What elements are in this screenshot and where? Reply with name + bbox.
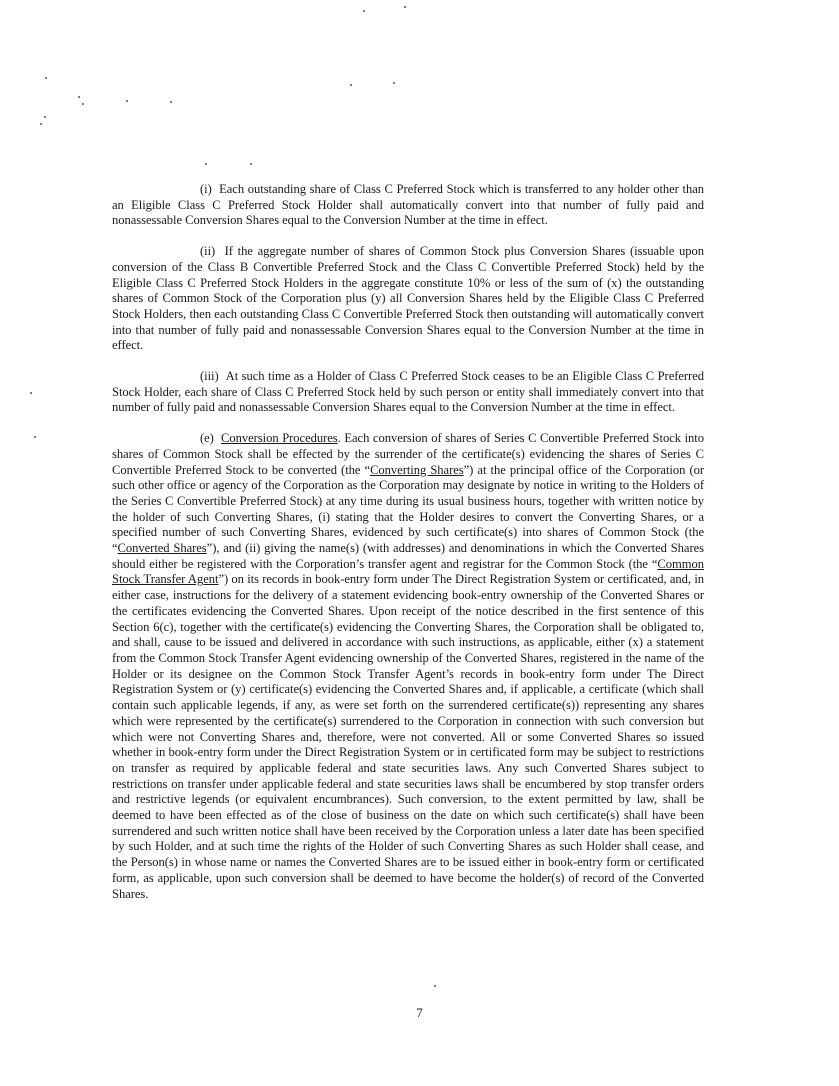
- paragraph-ii: (ii) If the aggregate number of shares of Common Stock plus Conversion Shares (issuable upon conversion of the Class B Convertible Preferred Stock and the Class C Convertible Preferred Stock) held by the Eligible Class C Preferred Stock Holders in the aggregate constitute 10% or less of the sum of (x) the outstanding shares of Common Stock of the Corporation plus (y) all Conversion Shares held by the Eligible Class C Preferred Stock Holders, then each outstanding Class C Convertible Preferred Stock then outstanding will automatically convert into that number of fully paid and nonassessable Conversion Shares equal to the Conversion Number at the time in effect.: [112, 244, 704, 353]
- paragraph-e-label: (e): [200, 431, 214, 446]
- paragraph-i: (i) Each outstanding share of Class C Preferred Stock which is transferred to any holder other than an Eligible Class C Preferred Stock Holder shall automatically convert into that number of fully paid and nonassessable Conversion Shares equal to the Conversion Number at the time in effect.: [112, 182, 704, 228]
- body-text: [112, 182, 704, 902]
- conversion-procedures-heading: Conversion Procedures: [221, 431, 338, 446]
- paragraph-e: [112, 431, 704, 902]
- converting-shares-term: Converting Shares: [370, 462, 464, 477]
- paragraph-e-text-4: ”) on its records in book-entry form under The Direct Registration System or certificated, and, in either case, instructions for the delivery of a statement evidencing book-entry ownership of the Converted Shares or the certificates evidencing the Converted Shares. Upon receipt of the notice described in the first sentence of this Section 6(c), together with the certificate(s) evidencing the Converting Shares, the Corporation shall be obligated to, and shall, cause to be issued and delivered in accordance with such instructions, as applicable, either (x) a statement from the Common Stock Transfer Agent evidencing ownership of the Converted Shares, registered in the name of the Holder or its designee on the Common Stock Transfer Agent’s records in book-entry form under The Direct Registration System or (y) certificate(s) evidencing the Converted Shares and, if applicable, a certificate (which shall contain such applicable legends, if any, as were set forth on the surrendered certificate(s)) representing any shares which were represented by the certificate(s) surrendered to the Corporation in connection with such conversion but which were not Converting Shares and, therefore, were not converted. All or some Converted Shares so issued whether in book-entry form under the Direct Registration System or in certificated form may be subject to restrictions on transfer as required by applicable federal and state securities laws. Any such Converted Shares subject to restrictions on transfer under applicable federal and state securities laws shall be encumbered by stop transfer orders and restrictive legends (or equivalent encumbrances). Such conversion, to the extent permitted by law, shall be deemed to have been effected as of the close of business on the date on which such certificate(s) shall have been surrendered and such written notice shall have been received by the Corporation unless a later date has been specified by such Holder, and at such time the rights of the Holder of such Converting Shares as such Holder shall cease, and the Person(s) in whose name or names the Converted Shares are to be issued either in book-entry form or certificated form, as applicable, upon such conversion shall be deemed to have become the holder(s) of record of the Converted Shares.: [112, 572, 705, 901]
- scan-speck: [350, 84, 352, 86]
- paragraph-e-text-1: . Each conversion of shares of Series C Convertible Preferred Stock into shares of Common Stock shall be effected by the surrender of the certificate(s) evidencing the shares of Series C Convertible Preferred Stock to be converted (the “: [112, 431, 704, 477]
- page-number: 7: [416, 1006, 423, 1020]
- scan-speck: [404, 6, 406, 8]
- scan-speck: [40, 123, 42, 125]
- scan-speck: [363, 10, 365, 12]
- converted-shares-term: Converted Shares: [117, 541, 207, 556]
- paragraph-e-text-2: ”) at the principal office of the Corporation (or such other office or agency of the Corporation as the Corporation may designate by notice in writing to the Holders of the Series C Convertible Preferred Stock) at any time during its usual business hours, together with written notice by the holder of such Converting Shares, (i) stating that the Holder desires to convert the Converting Shares, or a specified number of such Converting Shares, evidenced by such certificate(s) into shares of Common Stock (the “: [112, 462, 704, 556]
- scan-speck: [30, 392, 32, 394]
- scan-speck: [434, 985, 436, 987]
- scan-speck: [126, 100, 128, 102]
- scan-speck: [250, 163, 252, 165]
- scan-speck: [45, 77, 47, 79]
- scan-speck: [170, 101, 172, 103]
- transfer-agent-term: Common Stock Transfer Agent: [112, 556, 704, 587]
- scan-speck: [393, 82, 395, 84]
- scan-speck: [34, 436, 36, 438]
- paragraph-iii: (iii) At such time as a Holder of Class C Preferred Stock ceases to be an Eligible Class C Preferred Stock Holder, each share of Class C Preferred Stock held by such person or entity shall immediately convert into that number of fully paid and nonassessable Conversion Shares equal to the Conversion Number at the time in effect.: [112, 369, 704, 415]
- scan-speck: [44, 116, 46, 118]
- scan-speck: [82, 103, 84, 105]
- scan-speck: [205, 163, 207, 165]
- scan-speck: [78, 96, 80, 98]
- paragraph-e-text-3: ”), and (ii) giving the name(s) (with addresses) and denominations in which the Converted Shares should either be registered with the Corporation’s transfer agent and registrar for the Common Stock (the “: [112, 541, 704, 571]
